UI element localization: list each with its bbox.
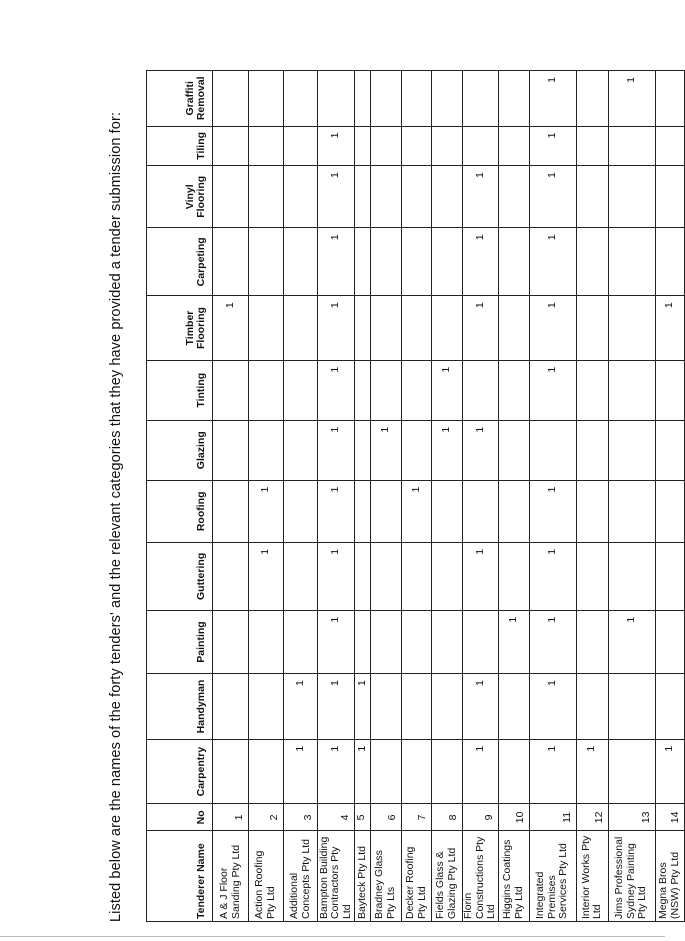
- category-mark-cell: [249, 420, 284, 480]
- tender-number-cell: 6: [371, 804, 402, 831]
- category-mark-cell: 1: [318, 542, 355, 610]
- category-mark-cell: [213, 610, 249, 673]
- tenderer-name-cell: A & J Floor Sanding Pty Ltd: [213, 831, 249, 922]
- category-mark-cell: [655, 228, 684, 296]
- category-mark-cell: [576, 674, 608, 740]
- category-mark-cell: 1: [432, 360, 463, 420]
- category-mark-cell: [608, 360, 655, 420]
- category-mark-cell: [498, 71, 529, 127]
- category-mark-cell: [498, 420, 529, 480]
- tender-number-cell: 10: [498, 804, 529, 831]
- category-mark-cell: [432, 674, 463, 740]
- header-row: [147, 71, 213, 922]
- category-mark-cell: 1: [529, 610, 576, 673]
- category-mark-cell: [213, 420, 249, 480]
- column-header: Roofing: [147, 480, 213, 542]
- category-mark-cell: 1: [529, 228, 576, 296]
- rotated-content: [108, 42, 682, 922]
- category-mark-cell: [213, 542, 249, 610]
- category-mark-cell: [284, 228, 318, 296]
- category-mark-cell: [371, 610, 402, 673]
- category-mark-cell: 1: [529, 296, 576, 361]
- category-mark-cell: [284, 166, 318, 228]
- category-mark-cell: [213, 674, 249, 740]
- category-mark-cell: 1: [529, 71, 576, 127]
- category-mark-cell: [498, 166, 529, 228]
- category-mark-cell: [608, 480, 655, 542]
- category-mark-cell: [498, 674, 529, 740]
- category-mark-cell: [213, 71, 249, 127]
- category-mark-cell: [655, 166, 684, 228]
- category-mark-cell: 1: [529, 126, 576, 166]
- category-mark-cell: [608, 228, 655, 296]
- category-mark-cell: 1: [249, 542, 284, 610]
- category-mark-cell: 1: [608, 71, 655, 127]
- table-row: [432, 71, 463, 922]
- category-mark-cell: [284, 296, 318, 361]
- category-mark-cell: [432, 542, 463, 610]
- tenderer-name-cell: Bampton Building Contractors Pty Ltd: [318, 831, 355, 922]
- category-mark-cell: 1: [318, 674, 355, 740]
- category-mark-cell: [355, 360, 371, 420]
- category-mark-cell: [608, 126, 655, 166]
- category-mark-cell: 1: [284, 674, 318, 740]
- category-mark-cell: [655, 126, 684, 166]
- category-mark-cell: [213, 360, 249, 420]
- category-mark-cell: [355, 228, 371, 296]
- category-mark-cell: [213, 166, 249, 228]
- tenderer-name-cell: Additional Concepts Pty Ltd: [284, 831, 318, 922]
- tenderer-name-cell: Interior Works Pty Ltd: [576, 831, 608, 922]
- category-mark-cell: [576, 610, 608, 673]
- category-mark-cell: [284, 610, 318, 673]
- category-mark-cell: [498, 228, 529, 296]
- table-row: [463, 71, 499, 922]
- category-mark-cell: [284, 360, 318, 420]
- category-mark-cell: 1: [318, 166, 355, 228]
- table-row: [284, 71, 318, 922]
- category-mark-cell: [576, 420, 608, 480]
- category-mark-cell: [249, 360, 284, 420]
- category-mark-cell: [608, 674, 655, 740]
- tenderer-name-cell: Jims Professional Sydney Painting Pty Ltd: [608, 831, 655, 922]
- category-mark-cell: [608, 166, 655, 228]
- category-mark-cell: [355, 71, 371, 127]
- category-mark-cell: [432, 296, 463, 361]
- category-mark-cell: [576, 480, 608, 542]
- category-mark-cell: [402, 296, 432, 361]
- category-mark-cell: 1: [463, 739, 499, 804]
- category-mark-cell: 1: [463, 674, 499, 740]
- column-header: Carpentry: [147, 739, 213, 804]
- tender-number-cell: 9: [463, 804, 499, 831]
- category-mark-cell: [371, 674, 402, 740]
- table-row: [402, 71, 432, 922]
- category-mark-cell: 1: [284, 739, 318, 804]
- category-mark-cell: [371, 739, 402, 804]
- category-mark-cell: [355, 166, 371, 228]
- category-mark-cell: 1: [655, 739, 684, 804]
- category-mark-cell: [402, 126, 432, 166]
- category-mark-cell: 1: [529, 166, 576, 228]
- category-mark-cell: [402, 360, 432, 420]
- category-mark-cell: [249, 166, 284, 228]
- category-mark-cell: [576, 360, 608, 420]
- tenderer-name-cell: Megna Bros (NSW) Pty Ltd: [655, 831, 684, 922]
- category-mark-cell: [655, 674, 684, 740]
- category-mark-cell: [249, 228, 284, 296]
- category-mark-cell: [371, 360, 402, 420]
- category-mark-cell: [576, 228, 608, 296]
- tender-number-cell: 8: [432, 804, 463, 831]
- tenderer-name-cell: Integrated Premises Services Pty Ltd: [529, 831, 576, 922]
- column-header: No: [147, 804, 213, 831]
- category-mark-cell: 1: [318, 480, 355, 542]
- scan-edge-line: [0, 936, 665, 937]
- category-mark-cell: [576, 71, 608, 127]
- tenderer-name-cell: Decker Roofing Pty Ltd: [402, 831, 432, 922]
- category-mark-cell: [608, 542, 655, 610]
- category-mark-cell: [655, 480, 684, 542]
- category-mark-cell: [608, 420, 655, 480]
- column-header: Tinting: [147, 360, 213, 420]
- category-mark-cell: [463, 71, 499, 127]
- category-mark-cell: [371, 480, 402, 542]
- column-header: Timber Flooring: [147, 296, 213, 361]
- category-mark-cell: [498, 360, 529, 420]
- category-mark-cell: [402, 228, 432, 296]
- table-row: [213, 71, 249, 922]
- category-mark-cell: [355, 296, 371, 361]
- category-mark-cell: [371, 296, 402, 361]
- category-mark-cell: 1: [402, 480, 432, 542]
- tender-number-cell: 1: [213, 804, 249, 831]
- tender-number-cell: 4: [318, 804, 355, 831]
- category-mark-cell: 1: [355, 739, 371, 804]
- category-mark-cell: 1: [498, 610, 529, 673]
- category-mark-cell: [402, 166, 432, 228]
- tender-number-cell: 13: [608, 804, 655, 831]
- table-row: [249, 71, 284, 922]
- category-mark-cell: [463, 480, 499, 542]
- category-mark-cell: [371, 228, 402, 296]
- category-mark-cell: 1: [463, 542, 499, 610]
- table-row: [576, 71, 608, 922]
- column-header: Handyman: [147, 674, 213, 740]
- table-row: [608, 71, 655, 922]
- category-mark-cell: [432, 480, 463, 542]
- category-mark-cell: 1: [608, 610, 655, 673]
- column-header: Tiling: [147, 126, 213, 166]
- category-mark-cell: [249, 674, 284, 740]
- tenderer-name-cell: Bradney Glass Pty Lts: [371, 831, 402, 922]
- tender-number-cell: 11: [529, 804, 576, 831]
- category-mark-cell: [355, 480, 371, 542]
- category-mark-cell: [284, 420, 318, 480]
- category-mark-cell: [371, 71, 402, 127]
- column-header: Tenderer Name: [147, 831, 213, 922]
- category-mark-cell: [402, 542, 432, 610]
- category-mark-cell: [576, 166, 608, 228]
- category-mark-cell: [655, 610, 684, 673]
- category-mark-cell: [498, 542, 529, 610]
- category-mark-cell: [284, 480, 318, 542]
- category-mark-cell: [655, 360, 684, 420]
- tenderer-name-cell: Bayteck Pty Ltd: [355, 831, 371, 922]
- category-mark-cell: 1: [318, 296, 355, 361]
- category-mark-cell: 1: [529, 480, 576, 542]
- tenderer-name-cell: Action Roofing Pty Ltd: [249, 831, 284, 922]
- category-mark-cell: [249, 126, 284, 166]
- category-mark-cell: 1: [213, 296, 249, 361]
- category-mark-cell: [402, 610, 432, 673]
- intro-text: Listed below are the names of the forty tenders' and the relevant categories that they have provided a tender submission for:: [108, 111, 124, 922]
- category-mark-cell: [402, 674, 432, 740]
- column-header: Vinyl Flooring: [147, 166, 213, 228]
- table-row: [355, 71, 371, 922]
- category-mark-cell: [529, 420, 576, 480]
- category-mark-cell: 1: [655, 296, 684, 361]
- category-mark-cell: [371, 166, 402, 228]
- tender-number-cell: 7: [402, 804, 432, 831]
- category-mark-cell: [402, 420, 432, 480]
- category-mark-cell: 1: [529, 739, 576, 804]
- tender-number-cell: 5: [355, 804, 371, 831]
- category-mark-cell: 1: [463, 166, 499, 228]
- category-mark-cell: [576, 542, 608, 610]
- category-mark-cell: 1: [318, 360, 355, 420]
- category-mark-cell: [655, 71, 684, 127]
- category-mark-cell: [463, 126, 499, 166]
- column-header: Graffiti Removal: [147, 71, 213, 127]
- tender-number-cell: 12: [576, 804, 608, 831]
- category-mark-cell: [655, 542, 684, 610]
- category-mark-cell: [432, 739, 463, 804]
- category-mark-cell: 1: [318, 610, 355, 673]
- tender-table: [146, 70, 685, 922]
- category-mark-cell: [318, 71, 355, 127]
- category-mark-cell: 1: [432, 420, 463, 480]
- category-mark-cell: [432, 126, 463, 166]
- category-mark-cell: 1: [249, 480, 284, 542]
- category-mark-cell: [498, 126, 529, 166]
- category-mark-cell: 1: [355, 674, 371, 740]
- column-header: Glazing: [147, 420, 213, 480]
- category-mark-cell: [284, 126, 318, 166]
- category-mark-cell: [355, 542, 371, 610]
- category-mark-cell: 1: [576, 739, 608, 804]
- category-mark-cell: 1: [463, 296, 499, 361]
- table-row: [529, 71, 576, 922]
- category-mark-cell: [432, 228, 463, 296]
- category-mark-cell: [284, 71, 318, 127]
- category-mark-cell: [402, 71, 432, 127]
- category-mark-cell: [463, 610, 499, 673]
- category-mark-cell: 1: [318, 739, 355, 804]
- category-mark-cell: [432, 71, 463, 127]
- category-mark-cell: [213, 739, 249, 804]
- tender-number-cell: 3: [284, 804, 318, 831]
- category-mark-cell: [432, 610, 463, 673]
- category-mark-cell: 1: [463, 228, 499, 296]
- tenderer-name-cell: Fields Glass & Glazing Pty Ltd: [432, 831, 463, 922]
- tender-number-cell: 14: [655, 804, 684, 831]
- category-mark-cell: [355, 126, 371, 166]
- category-mark-cell: [249, 739, 284, 804]
- category-mark-cell: 1: [463, 420, 499, 480]
- category-mark-cell: [498, 739, 529, 804]
- category-mark-cell: [463, 360, 499, 420]
- table-row: [655, 71, 684, 922]
- category-mark-cell: [284, 542, 318, 610]
- category-mark-cell: [576, 296, 608, 361]
- category-mark-cell: [432, 166, 463, 228]
- category-mark-cell: 1: [371, 420, 402, 480]
- tenderer-name-cell: Higgins Coatings Pty Ltd: [498, 831, 529, 922]
- table-row: [371, 71, 402, 922]
- category-mark-cell: [213, 126, 249, 166]
- category-mark-cell: [213, 228, 249, 296]
- category-mark-cell: [608, 296, 655, 361]
- category-mark-cell: 1: [318, 420, 355, 480]
- table-row: [318, 71, 355, 922]
- category-mark-cell: [608, 739, 655, 804]
- category-mark-cell: 1: [318, 126, 355, 166]
- column-header: Guttering: [147, 542, 213, 610]
- category-mark-cell: 1: [529, 674, 576, 740]
- tender-number-cell: 2: [249, 804, 284, 831]
- category-mark-cell: [371, 542, 402, 610]
- category-mark-cell: [355, 610, 371, 673]
- category-mark-cell: [371, 126, 402, 166]
- category-mark-cell: 1: [529, 360, 576, 420]
- category-mark-cell: [655, 420, 684, 480]
- tenderer-name-cell: Florin Constructions Pty Ltd: [463, 831, 499, 922]
- category-mark-cell: 1: [529, 542, 576, 610]
- column-header: Painting: [147, 610, 213, 673]
- category-mark-cell: [249, 296, 284, 361]
- category-mark-cell: [355, 420, 371, 480]
- column-header: Carpeting: [147, 228, 213, 296]
- category-mark-cell: [213, 480, 249, 542]
- category-mark-cell: 1: [318, 228, 355, 296]
- category-mark-cell: [498, 480, 529, 542]
- category-mark-cell: [498, 296, 529, 361]
- category-mark-cell: [249, 71, 284, 127]
- table-row: [498, 71, 529, 922]
- category-mark-cell: [402, 739, 432, 804]
- category-mark-cell: [249, 610, 284, 673]
- category-mark-cell: [576, 126, 608, 166]
